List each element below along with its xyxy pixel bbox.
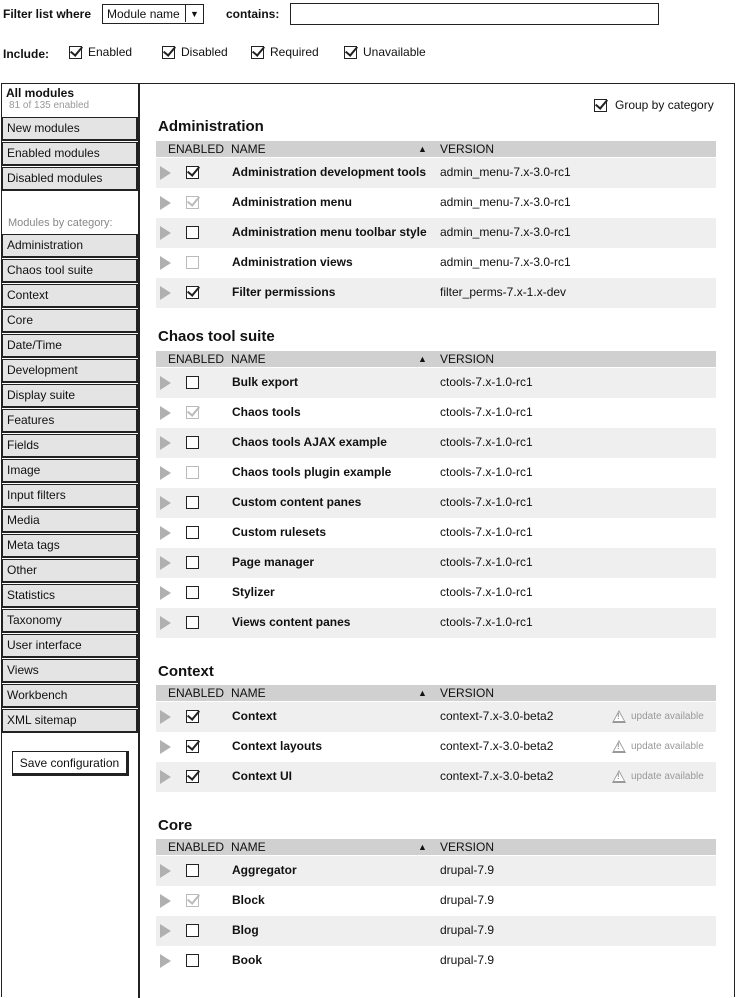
expand-arrow-icon[interactable] — [160, 740, 171, 754]
group-by-category-checkbox[interactable] — [594, 99, 607, 112]
expand-arrow-icon[interactable] — [160, 256, 171, 270]
filter-field-value: Module name — [107, 7, 180, 21]
sidebar-item-media[interactable]: Media — [2, 509, 138, 533]
enabled-checkbox[interactable] — [186, 166, 199, 179]
table-row — [156, 578, 716, 608]
sidebar-item-development[interactable]: Development — [2, 359, 138, 383]
sidebar-item-context[interactable]: Context — [2, 284, 138, 308]
warning-icon — [612, 740, 626, 753]
sidebar-item-chaos-tool-suite[interactable]: Chaos tool suite — [2, 259, 138, 283]
sidebar-item-user-interface[interactable]: User interface — [2, 634, 138, 658]
header-version[interactable]: VERSION — [440, 686, 495, 700]
module-version: ctools-7.x-1.0-rc1 — [440, 615, 533, 629]
module-name: Page manager — [232, 555, 315, 569]
enabled-checkbox[interactable] — [186, 710, 199, 723]
sidebar-item-statistics[interactable]: Statistics — [2, 584, 138, 608]
header-enabled[interactable]: ENABLED — [168, 352, 225, 366]
enabled-checkbox-required — [186, 196, 199, 209]
save-configuration-button[interactable]: Save configuration — [12, 751, 129, 776]
enabled-checkbox[interactable] — [186, 740, 199, 753]
sidebar-item-other[interactable]: Other — [2, 559, 138, 583]
expand-arrow-icon[interactable] — [160, 770, 171, 784]
sidebar-item-administration[interactable]: Administration — [2, 234, 138, 258]
sort-asc-icon[interactable]: ▲ — [418, 354, 427, 364]
warning-icon — [612, 710, 626, 723]
table-row — [156, 856, 716, 886]
module-version: ctools-7.x-1.0-rc1 — [440, 405, 533, 419]
sidebar-item-core[interactable]: Core — [2, 309, 138, 333]
module-version: ctools-7.x-1.0-rc1 — [440, 435, 533, 449]
sidebar-item-meta-tags[interactable]: Meta tags — [2, 534, 138, 558]
expand-arrow-icon[interactable] — [160, 526, 171, 540]
module-version: ctools-7.x-1.0-rc1 — [440, 555, 533, 569]
expand-arrow-icon[interactable] — [160, 616, 171, 630]
expand-arrow-icon[interactable] — [160, 226, 171, 240]
enabled-checkbox[interactable] — [186, 954, 199, 967]
module-name: Context UI — [232, 769, 292, 783]
header-name[interactable]: NAME — [231, 686, 266, 700]
include-required-checkbox[interactable] — [251, 46, 264, 59]
sidebar-item-views[interactable]: Views — [2, 659, 138, 683]
table-row — [156, 158, 716, 188]
include-enabled-checkbox[interactable] — [69, 46, 82, 59]
enabled-checkbox[interactable] — [186, 436, 199, 449]
module-name: Filter permissions — [232, 285, 336, 299]
filter-label: Filter list where — [3, 7, 92, 21]
table-header — [156, 141, 716, 157]
sidebar-item-taxonomy[interactable]: Taxonomy — [2, 609, 138, 633]
expand-arrow-icon[interactable] — [160, 376, 171, 390]
module-version: admin_menu-7.x-3.0-rc1 — [440, 195, 571, 209]
header-name[interactable]: NAME — [231, 840, 266, 854]
table-row — [156, 702, 716, 732]
sidebar-item-workbench[interactable]: Workbench — [2, 684, 138, 708]
section-title-core: Core — [158, 817, 193, 834]
table-header — [156, 685, 716, 701]
sidebar-item-disabled-modules[interactable]: Disabled modules — [2, 167, 138, 191]
include-enabled-option[interactable] — [69, 45, 132, 59]
section-title-chaos-tool-suite: Chaos tool suite — [158, 328, 275, 345]
table-row — [156, 608, 716, 638]
include-required-label: Required — [270, 45, 319, 59]
enabled-checkbox[interactable] — [186, 526, 199, 539]
header-version[interactable]: VERSION — [440, 142, 495, 156]
table-row — [156, 368, 716, 398]
include-unavailable-checkbox[interactable] — [344, 46, 357, 59]
module-name: Views content panes — [232, 615, 351, 629]
table-row — [156, 946, 716, 976]
update-available-link[interactable] — [612, 740, 704, 753]
table-row — [156, 218, 716, 248]
filter-field-select[interactable] — [102, 4, 204, 24]
filter-bar — [3, 3, 733, 25]
table-row — [156, 488, 716, 518]
section-title-administration: Administration — [158, 118, 264, 135]
contains-label: contains: — [226, 7, 280, 21]
enabled-checkbox[interactable] — [186, 496, 199, 509]
module-name: Administration development tools — [232, 165, 427, 179]
update-available-text: update available — [631, 711, 704, 722]
module-name: Custom content panes — [232, 495, 362, 509]
group-by-category-option[interactable] — [594, 98, 714, 112]
table-row — [156, 886, 716, 916]
module-version: admin_menu-7.x-3.0-rc1 — [440, 255, 571, 269]
expand-arrow-icon[interactable] — [160, 586, 171, 600]
table-row — [156, 428, 716, 458]
table-row — [156, 278, 716, 308]
sidebar-item-enabled-modules[interactable]: Enabled modules — [2, 142, 138, 166]
module-version: drupal-7.9 — [440, 953, 495, 967]
header-enabled[interactable]: ENABLED — [168, 686, 225, 700]
sidebar-item-image[interactable]: Image — [2, 459, 138, 483]
expand-arrow-icon[interactable] — [160, 286, 171, 300]
enabled-checkbox[interactable] — [186, 376, 199, 389]
expand-arrow-icon[interactable] — [160, 196, 171, 210]
enabled-checkbox-unavailable — [186, 466, 199, 479]
expand-arrow-icon[interactable] — [160, 556, 171, 570]
header-version[interactable]: VERSION — [440, 840, 495, 854]
expand-arrow-icon[interactable] — [160, 406, 171, 420]
enabled-checkbox[interactable] — [186, 556, 199, 569]
module-name: Custom rulesets — [232, 525, 327, 539]
warning-icon — [612, 770, 626, 783]
module-name: Chaos tools plugin example — [232, 465, 392, 479]
contains-input[interactable] — [290, 3, 659, 25]
sort-asc-icon[interactable]: ▲ — [418, 842, 427, 852]
module-name: Stylizer — [232, 585, 275, 599]
table-row — [156, 188, 716, 218]
include-enabled-label: Enabled — [88, 45, 133, 59]
all-modules-item[interactable] — [6, 86, 89, 111]
modules-panel — [1, 83, 735, 997]
category-heading: Modules by category: — [8, 217, 113, 229]
module-name: Administration menu — [232, 195, 353, 209]
module-name: Bulk export — [232, 375, 299, 389]
expand-arrow-icon[interactable] — [160, 710, 171, 724]
header-name[interactable]: NAME — [231, 142, 266, 156]
sidebar-item-new-modules[interactable]: New modules — [2, 117, 138, 141]
module-name: Context — [232, 709, 277, 723]
table-row — [156, 548, 716, 578]
module-version: drupal-7.9 — [440, 863, 495, 877]
sidebar-item-xml-sitemap[interactable]: XML sitemap — [2, 709, 138, 733]
expand-arrow-icon[interactable] — [160, 466, 171, 480]
module-version: ctools-7.x-1.0-rc1 — [440, 375, 533, 389]
enabled-checkbox[interactable] — [186, 924, 199, 937]
module-version: context-7.x-3.0-beta2 — [440, 769, 554, 783]
table-row — [156, 248, 716, 278]
module-version: ctools-7.x-1.0-rc1 — [440, 495, 533, 509]
sidebar — [2, 84, 140, 998]
table-row — [156, 398, 716, 428]
module-name: Context layouts — [232, 739, 323, 753]
module-version: admin_menu-7.x-3.0-rc1 — [440, 165, 571, 179]
header-enabled[interactable]: ENABLED — [168, 142, 225, 156]
include-label: Include: — [3, 47, 50, 61]
enabled-checkbox-required — [186, 406, 199, 419]
sidebar-item-input-filters[interactable]: Input filters — [2, 484, 138, 508]
table-row — [156, 458, 716, 488]
enabled-checkbox[interactable] — [186, 864, 199, 877]
module-name: Book — [232, 953, 262, 967]
sidebar-item-features[interactable]: Features — [2, 409, 138, 433]
all-modules-count: 81 of 135 enabled — [9, 100, 90, 111]
module-version: context-7.x-3.0-beta2 — [440, 709, 554, 723]
expand-arrow-icon[interactable] — [160, 436, 171, 450]
sidebar-item-display-suite[interactable]: Display suite — [2, 384, 138, 408]
include-unavailable-option[interactable] — [344, 45, 426, 59]
expand-arrow-icon[interactable] — [160, 924, 171, 938]
module-version: ctools-7.x-1.0-rc1 — [440, 585, 533, 599]
module-version: ctools-7.x-1.0-rc1 — [440, 525, 533, 539]
expand-arrow-icon[interactable] — [160, 894, 171, 908]
update-available-link[interactable] — [612, 710, 704, 723]
dropdown-arrow-icon[interactable]: ▼ — [185, 5, 203, 22]
sort-asc-icon[interactable]: ▲ — [418, 144, 427, 154]
module-version: ctools-7.x-1.0-rc1 — [440, 465, 533, 479]
module-version: context-7.x-3.0-beta2 — [440, 739, 554, 753]
sort-asc-icon[interactable]: ▲ — [418, 688, 427, 698]
table-row — [156, 916, 716, 946]
sidebar-item-date-time[interactable]: Date/Time — [2, 334, 138, 358]
module-version: admin_menu-7.x-3.0-rc1 — [440, 225, 571, 239]
expand-arrow-icon[interactable] — [160, 496, 171, 510]
section-title-context: Context — [158, 663, 214, 680]
include-disabled-option[interactable] — [162, 45, 228, 59]
enabled-checkbox[interactable] — [186, 586, 199, 599]
update-available-text: update available — [631, 741, 704, 752]
module-name: Chaos tools — [232, 405, 301, 419]
include-disabled-label: Disabled — [181, 45, 228, 59]
table-header — [156, 839, 716, 855]
include-row — [3, 44, 733, 64]
group-by-category-label: Group by category — [615, 98, 714, 112]
header-enabled[interactable]: ENABLED — [168, 840, 225, 854]
sidebar-item-fields[interactable]: Fields — [2, 434, 138, 458]
enabled-checkbox[interactable] — [186, 616, 199, 629]
include-unavailable-label: Unavailable — [363, 45, 426, 59]
module-version: drupal-7.9 — [440, 893, 495, 907]
enabled-checkbox[interactable] — [186, 226, 199, 239]
expand-arrow-icon[interactable] — [160, 954, 171, 968]
update-available-text: update available — [631, 771, 704, 782]
enabled-checkbox[interactable] — [186, 770, 199, 783]
table-header — [156, 351, 716, 367]
module-version: drupal-7.9 — [440, 923, 495, 937]
table-row — [156, 762, 716, 792]
module-name: Administration views — [232, 255, 353, 269]
module-name: Chaos tools AJAX example — [232, 435, 387, 449]
table-row — [156, 518, 716, 548]
table-row — [156, 732, 716, 762]
expand-arrow-icon[interactable] — [160, 166, 171, 180]
module-version: filter_perms-7.x-1.x-dev — [440, 285, 567, 299]
include-required-option[interactable] — [251, 45, 319, 59]
module-name: Block — [232, 893, 265, 907]
header-version[interactable]: VERSION — [440, 352, 495, 366]
module-name: Blog — [232, 923, 259, 937]
module-name: Administration menu toolbar style — [232, 225, 427, 239]
update-available-link[interactable] — [612, 770, 704, 783]
all-modules-title: All modules — [6, 86, 75, 100]
enabled-checkbox-required — [186, 894, 199, 907]
header-name[interactable]: NAME — [231, 352, 266, 366]
expand-arrow-icon[interactable] — [160, 864, 171, 878]
enabled-checkbox-unavailable — [186, 256, 199, 269]
module-name: Aggregator — [232, 863, 297, 877]
include-disabled-checkbox[interactable] — [162, 46, 175, 59]
enabled-checkbox[interactable] — [186, 286, 199, 299]
